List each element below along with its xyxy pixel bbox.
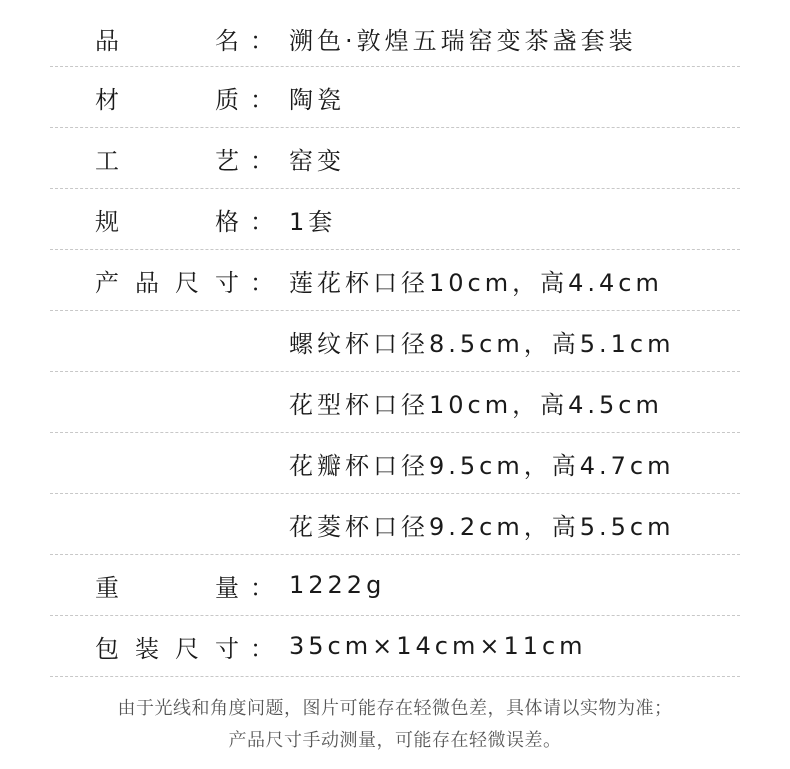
label-char: 名 bbox=[215, 26, 240, 55]
spec-value: 花菱杯口径9.2cm，高5.5cm bbox=[289, 512, 675, 541]
spec-colon: ： bbox=[250, 146, 274, 175]
spec-value: 陶瓷 bbox=[289, 85, 345, 114]
spec-value: 溯色·敦煌五瑞窑变茶盏套装 bbox=[289, 26, 637, 55]
label-char: 重 bbox=[95, 573, 120, 602]
spec-label bbox=[95, 616, 255, 676]
label-char: 尺 bbox=[175, 634, 200, 663]
spec-colon: ： bbox=[250, 207, 274, 236]
label-char: 量 bbox=[215, 573, 240, 602]
label-char: 品 bbox=[95, 26, 120, 55]
disclaimer-line-1: 由于光线和角度问题，图片可能存在轻微色差，具体请以实物为准； bbox=[117, 698, 673, 719]
spec-value: 螺纹杯口径8.5cm，高5.1cm bbox=[289, 329, 675, 358]
spec-table bbox=[50, 10, 740, 677]
spec-row-size bbox=[50, 250, 740, 311]
spec-label bbox=[95, 10, 241, 66]
label-char: 装 bbox=[135, 634, 160, 663]
spec-value: 莲花杯口径10cm，高4.4cm bbox=[289, 268, 663, 297]
label-char: 规 bbox=[95, 207, 120, 236]
spec-colon: ： bbox=[250, 573, 274, 602]
spec-value: 1222g bbox=[289, 571, 386, 599]
spec-value: 1套 bbox=[289, 207, 337, 236]
label-char: 产 bbox=[95, 268, 120, 297]
spec-row-craft bbox=[50, 128, 740, 189]
spec-row-size-cont bbox=[50, 372, 740, 433]
spec-value: 花型杯口径10cm，高4.5cm bbox=[289, 390, 663, 419]
label-char: 质 bbox=[215, 85, 240, 114]
spec-row-name bbox=[50, 10, 740, 67]
spec-row-spec bbox=[50, 189, 740, 250]
spec-row-material bbox=[50, 67, 740, 128]
spec-value: 窑变 bbox=[289, 146, 345, 175]
spec-row-weight bbox=[50, 555, 740, 616]
spec-label bbox=[95, 189, 241, 249]
spec-label bbox=[95, 128, 241, 188]
spec-label bbox=[95, 67, 241, 127]
label-char: 品 bbox=[135, 268, 160, 297]
spec-colon: ： bbox=[250, 85, 274, 114]
spec-row-size-cont bbox=[50, 433, 740, 494]
label-char: 寸 bbox=[215, 634, 240, 663]
spec-value: 花瓣杯口径9.5cm，高4.7cm bbox=[289, 451, 675, 480]
disclaimer-line-2: 产品尺寸手动测量，可能存在轻微误差。 bbox=[228, 730, 562, 751]
label-char: 包 bbox=[95, 634, 120, 663]
spec-row-size-cont bbox=[50, 311, 740, 372]
label-char: 材 bbox=[95, 85, 120, 114]
label-char: 艺 bbox=[215, 146, 240, 175]
spec-colon: ： bbox=[250, 268, 274, 297]
spec-colon: ： bbox=[250, 26, 274, 55]
label-char: 格 bbox=[215, 207, 240, 236]
label-char: 工 bbox=[95, 146, 120, 175]
spec-colon: ： bbox=[250, 634, 274, 663]
spec-label bbox=[95, 555, 241, 615]
spec-row-package bbox=[50, 616, 740, 677]
label-char: 寸 bbox=[215, 268, 240, 297]
spec-row-size-cont bbox=[50, 494, 740, 555]
spec-value: 35cm×14cm×11cm bbox=[289, 632, 587, 660]
spec-label bbox=[95, 250, 255, 310]
label-char: 尺 bbox=[175, 268, 200, 297]
